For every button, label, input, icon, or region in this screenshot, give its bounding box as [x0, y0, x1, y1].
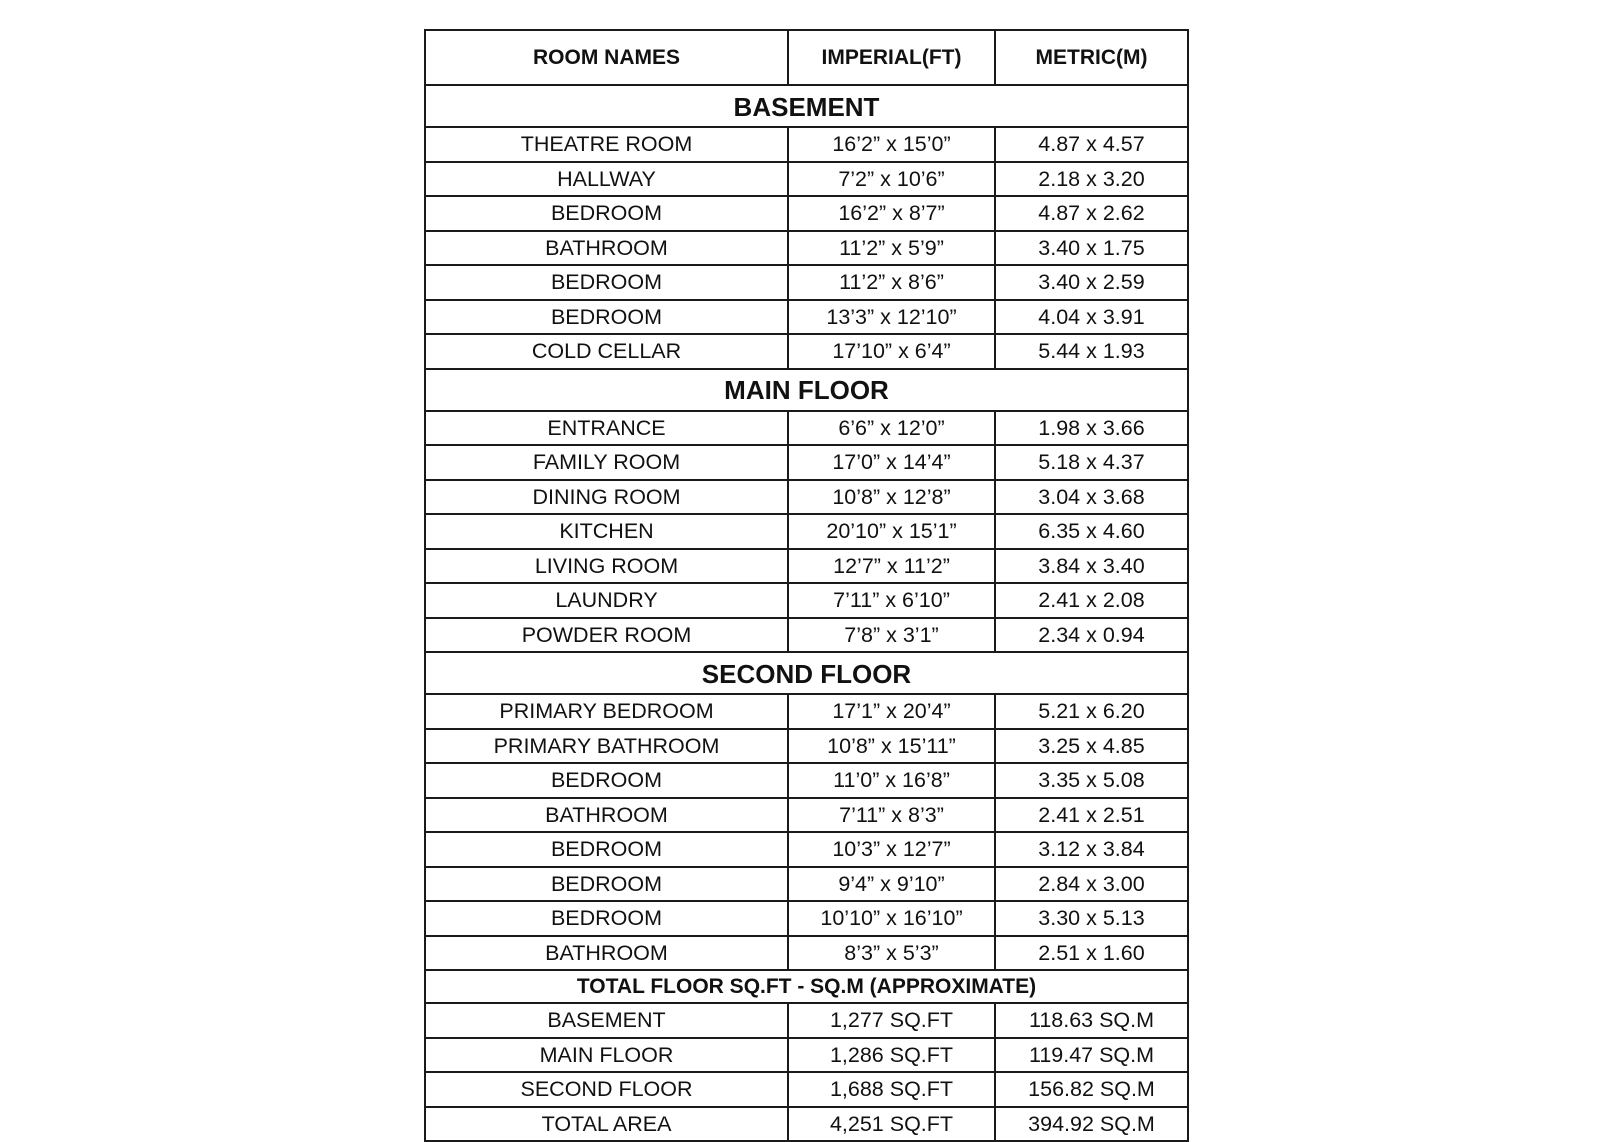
room-name-cell: DINING ROOM: [425, 480, 788, 515]
totals-row: [425, 1003, 1188, 1038]
room-name-cell: BEDROOM: [425, 300, 788, 335]
section-row: [425, 652, 1188, 694]
section-row: [425, 369, 1188, 411]
room-name-cell: PRIMARY BEDROOM: [425, 694, 788, 729]
imperial-cell: 20’10” x 15’1”: [788, 514, 995, 549]
imperial-cell: 11’0” x 16’8”: [788, 763, 995, 798]
imperial-cell: 16’2” x 8’7”: [788, 196, 995, 231]
table-row: [425, 480, 1188, 515]
imperial-cell: 6’6” x 12’0”: [788, 411, 995, 446]
metric-cell: 6.35 x 4.60: [995, 514, 1188, 549]
table-body: [425, 85, 1188, 1141]
metric-cell: 3.30 x 5.13: [995, 901, 1188, 936]
header-metric: METRIC(M): [995, 30, 1188, 85]
imperial-cell: 10’8” x 15’11”: [788, 729, 995, 764]
total-sqm-cell: 118.63 SQ.M: [995, 1003, 1188, 1038]
imperial-cell: 13’3” x 12’10”: [788, 300, 995, 335]
room-dimensions-table: [424, 29, 1189, 1142]
room-name-cell: POWDER ROOM: [425, 618, 788, 653]
table-row: [425, 583, 1188, 618]
room-name-cell: FAMILY ROOM: [425, 445, 788, 480]
total-sqm-cell: 156.82 SQ.M: [995, 1072, 1188, 1107]
room-name-cell: THEATRE ROOM: [425, 127, 788, 162]
imperial-cell: 9’4” x 9’10”: [788, 867, 995, 902]
imperial-cell: 11’2” x 8’6”: [788, 265, 995, 300]
imperial-cell: 7’2” x 10’6”: [788, 162, 995, 197]
totals-row: [425, 1072, 1188, 1107]
metric-cell: 3.40 x 2.59: [995, 265, 1188, 300]
table-row: [425, 127, 1188, 162]
table-row: [425, 832, 1188, 867]
section-title: BASEMENT: [425, 85, 1188, 127]
room-name-cell: HALLWAY: [425, 162, 788, 197]
imperial-cell: 12’7” x 11’2”: [788, 549, 995, 584]
total-sqft-cell: 4,251 SQ.FT: [788, 1107, 995, 1142]
metric-cell: 3.12 x 3.84: [995, 832, 1188, 867]
imperial-cell: 7’8” x 3’1”: [788, 618, 995, 653]
totals-row: [425, 1038, 1188, 1073]
room-name-cell: BEDROOM: [425, 867, 788, 902]
totals-title: TOTAL FLOOR SQ.FT - SQ.M (APPROXIMATE): [425, 970, 1188, 1003]
table-row: [425, 445, 1188, 480]
table-row: [425, 694, 1188, 729]
total-label-cell: MAIN FLOOR: [425, 1038, 788, 1073]
imperial-cell: 16’2” x 15’0”: [788, 127, 995, 162]
header-imperial: IMPERIAL(FT): [788, 30, 995, 85]
totals-row: [425, 1107, 1188, 1142]
total-label-cell: BASEMENT: [425, 1003, 788, 1038]
metric-cell: 3.40 x 1.75: [995, 231, 1188, 266]
section-title: MAIN FLOOR: [425, 369, 1188, 411]
metric-cell: 2.51 x 1.60: [995, 936, 1188, 971]
imperial-cell: 17’10” x 6’4”: [788, 334, 995, 369]
metric-cell: 3.25 x 4.85: [995, 729, 1188, 764]
room-name-cell: LAUNDRY: [425, 583, 788, 618]
total-sqft-cell: 1,286 SQ.FT: [788, 1038, 995, 1073]
metric-cell: 3.35 x 5.08: [995, 763, 1188, 798]
table-row: [425, 798, 1188, 833]
imperial-cell: 10’10” x 16’10”: [788, 901, 995, 936]
imperial-cell: 11’2” x 5’9”: [788, 231, 995, 266]
table-row: [425, 729, 1188, 764]
room-name-cell: COLD CELLAR: [425, 334, 788, 369]
room-name-cell: BATHROOM: [425, 798, 788, 833]
table-row: [425, 162, 1188, 197]
metric-cell: 5.44 x 1.93: [995, 334, 1188, 369]
room-name-cell: BEDROOM: [425, 265, 788, 300]
table-row: [425, 514, 1188, 549]
imperial-cell: 10’3” x 12’7”: [788, 832, 995, 867]
header-row: [425, 30, 1188, 85]
metric-cell: 4.87 x 2.62: [995, 196, 1188, 231]
metric-cell: 2.84 x 3.00: [995, 867, 1188, 902]
room-name-cell: BATHROOM: [425, 231, 788, 266]
metric-cell: 3.84 x 3.40: [995, 549, 1188, 584]
table-row: [425, 936, 1188, 971]
imperial-cell: 7’11” x 6’10”: [788, 583, 995, 618]
total-label-cell: SECOND FLOOR: [425, 1072, 788, 1107]
table-row: [425, 196, 1188, 231]
room-name-cell: BEDROOM: [425, 196, 788, 231]
imperial-cell: 17’0” x 14’4”: [788, 445, 995, 480]
room-name-cell: BEDROOM: [425, 901, 788, 936]
room-name-cell: KITCHEN: [425, 514, 788, 549]
table-row: [425, 901, 1188, 936]
imperial-cell: 10’8” x 12’8”: [788, 480, 995, 515]
totals-header-row: [425, 970, 1188, 1003]
metric-cell: 5.21 x 6.20: [995, 694, 1188, 729]
table-row: [425, 763, 1188, 798]
table-row: [425, 231, 1188, 266]
table-row: [425, 334, 1188, 369]
table-row: [425, 411, 1188, 446]
metric-cell: 4.87 x 4.57: [995, 127, 1188, 162]
metric-cell: 2.41 x 2.51: [995, 798, 1188, 833]
metric-cell: 2.34 x 0.94: [995, 618, 1188, 653]
room-name-cell: PRIMARY BATHROOM: [425, 729, 788, 764]
table-row: [425, 618, 1188, 653]
room-name-cell: LIVING ROOM: [425, 549, 788, 584]
room-name-cell: ENTRANCE: [425, 411, 788, 446]
table-row: [425, 867, 1188, 902]
header-room-names: ROOM NAMES: [425, 30, 788, 85]
room-name-cell: BEDROOM: [425, 763, 788, 798]
room-name-cell: BATHROOM: [425, 936, 788, 971]
section-row: [425, 85, 1188, 127]
imperial-cell: 8’3” x 5’3”: [788, 936, 995, 971]
metric-cell: 2.41 x 2.08: [995, 583, 1188, 618]
imperial-cell: 17’1” x 20’4”: [788, 694, 995, 729]
room-name-cell: BEDROOM: [425, 832, 788, 867]
imperial-cell: 7’11” x 8’3”: [788, 798, 995, 833]
total-sqm-cell: 394.92 SQ.M: [995, 1107, 1188, 1142]
section-title: SECOND FLOOR: [425, 652, 1188, 694]
total-sqm-cell: 119.47 SQ.M: [995, 1038, 1188, 1073]
total-sqft-cell: 1,277 SQ.FT: [788, 1003, 995, 1038]
total-label-cell: TOTAL AREA: [425, 1107, 788, 1142]
metric-cell: 2.18 x 3.20: [995, 162, 1188, 197]
table-row: [425, 549, 1188, 584]
metric-cell: 5.18 x 4.37: [995, 445, 1188, 480]
table-row: [425, 265, 1188, 300]
table-row: [425, 300, 1188, 335]
metric-cell: 3.04 x 3.68: [995, 480, 1188, 515]
metric-cell: 4.04 x 3.91: [995, 300, 1188, 335]
metric-cell: 1.98 x 3.66: [995, 411, 1188, 446]
total-sqft-cell: 1,688 SQ.FT: [788, 1072, 995, 1107]
